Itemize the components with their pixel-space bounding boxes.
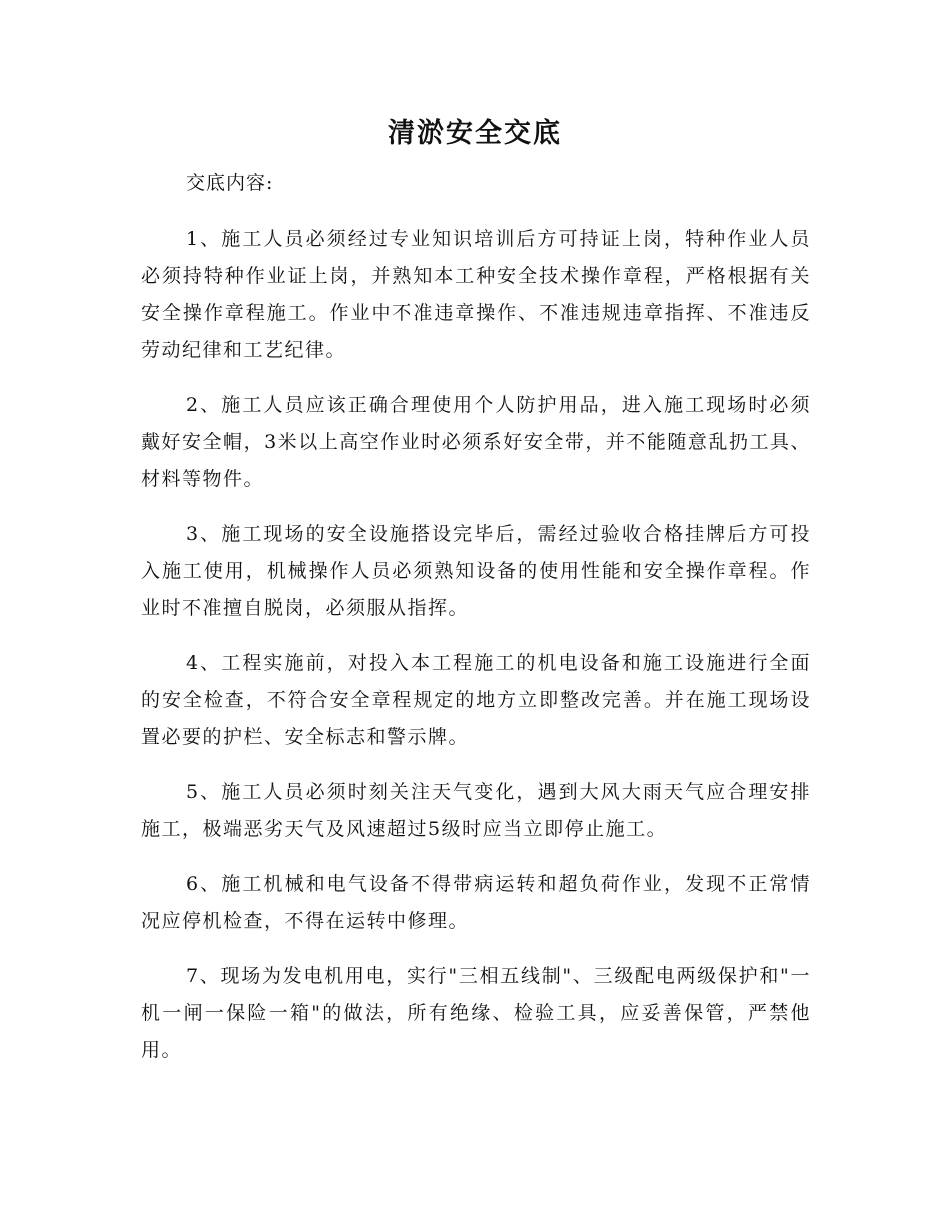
document-body <box>141 221 811 1087</box>
clause-2: 2、施工人员应该正确合理使用个人防护用品，进入施工现场时必须戴好安全帽，3米以上高空作业时必须系好安全带，并不能随意乱扔工具、材料等物件。 <box>141 394 811 490</box>
intro-label: 交底内容: <box>186 172 274 194</box>
document-title: 清淤安全交底 <box>388 118 562 149</box>
clause-5: 5、施工人员必须时刻关注天气变化，遇到大风大雨天气应合理安排施工，极端恶劣天气及风速超过5级时应当立即停止施工。 <box>141 781 811 840</box>
clause-7: 7、现场为发电机用电，实行"三相五线制"、三级配电两级保护和"一机一闸一保险一箱"的做法，所有绝缘、检验工具，应妥善保管，严禁他用。 <box>141 965 811 1061</box>
clause-4: 4、工程实施前，对投入本工程施工的机电设备和施工设施进行全面的安全检查，不符合安全章程规定的地方立即整改完善。并在施工现场设置必要的护栏、安全标志和警示牌。 <box>141 652 811 748</box>
clause-3: 3、施工现场的安全设施搭设完毕后，需经过验收合格挂牌后方可投入施工使用，机械操作人员必须熟知设备的使用性能和安全操作章程。作业时不准擅自脱岗，必须服从指挥。 <box>141 523 811 619</box>
clause-6: 6、施工机械和电气设备不得带病运转和超负荷作业，发现不正常情况应停机检查，不得在运转中修理。 <box>141 873 811 932</box>
clause-1: 1、施工人员必须经过专业知识培训后方可持证上岗，特种作业人员必须持特种作业证上岗，并熟知本工种安全技术操作章程，严格根据有关安全操作章程施工。作业中不准违章操作、不准违规违章指挥、不准违反劳动纪律和工艺纪律。 <box>141 228 811 361</box>
